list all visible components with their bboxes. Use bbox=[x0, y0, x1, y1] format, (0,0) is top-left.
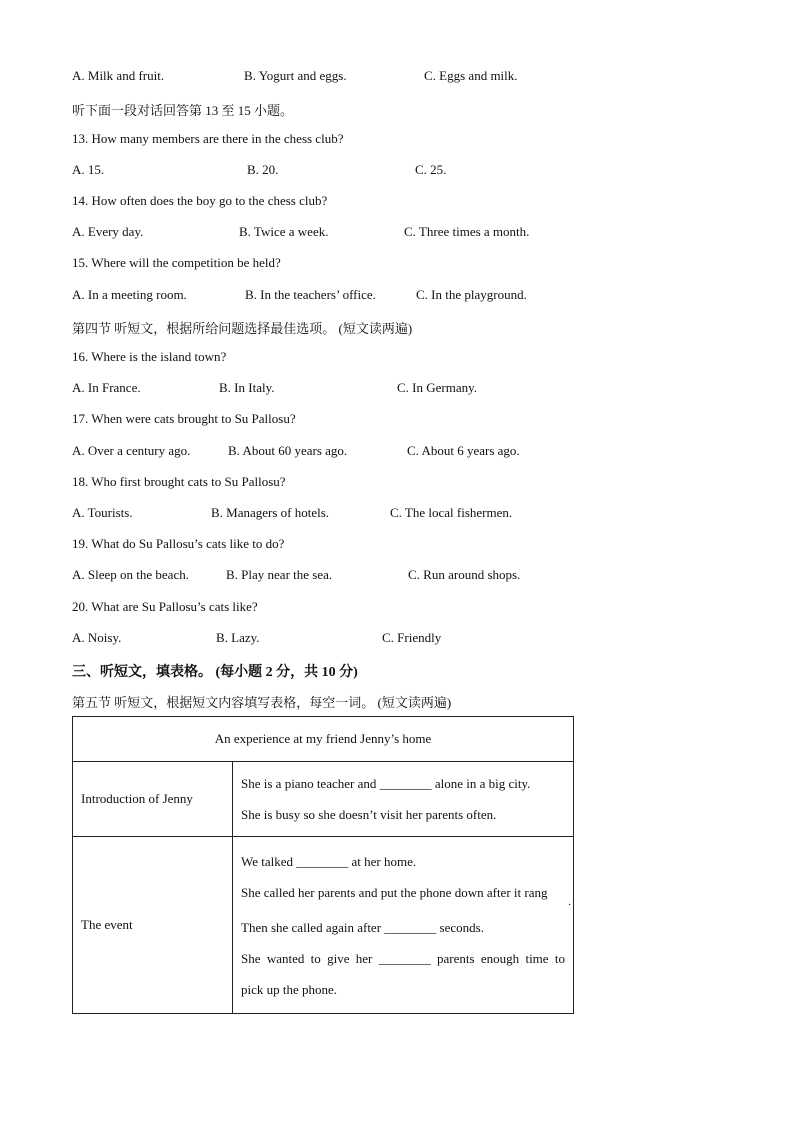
q17-question: 17. When were cats brought to Su Pallosu? bbox=[72, 411, 296, 426]
section3-intro: 听下面一段对话回答第 13 至 15 小题。 bbox=[72, 103, 294, 118]
q16-option-c: C. In Germany. bbox=[397, 380, 478, 395]
q13-option-b: B. 20. bbox=[247, 162, 279, 177]
q20-option-b: B. Lazy. bbox=[216, 630, 260, 645]
event-line-2-text: She called her parents and put the phone down after it rang bbox=[241, 884, 548, 900]
q12-option-c: C. Eggs and milk. bbox=[424, 68, 518, 83]
q20-option-a: A. Noisy. bbox=[72, 630, 122, 645]
q13-option-a: A. 15. bbox=[72, 162, 105, 177]
intro-label: Introduction of Jenny bbox=[73, 762, 233, 837]
q15-option-a: A. In a meeting room. bbox=[72, 287, 187, 302]
part3-heading: 三、听短文，填表格。 (每小题 2 分，共 10 分) bbox=[72, 665, 358, 680]
q20-question: 20. What are Su Pallosu’s cats like? bbox=[72, 599, 258, 614]
q14-option-a: A. Every day. bbox=[72, 224, 144, 239]
q12-option-a: A. Milk and fruit. bbox=[72, 68, 165, 83]
intro-line-2: She is busy so she doesn’t visit her parents often. bbox=[241, 807, 497, 822]
q14-question: 14. How often does the boy go to the chess club? bbox=[72, 193, 328, 208]
intro-content bbox=[233, 762, 574, 837]
q12-option-b: B. Yogurt and eggs. bbox=[244, 68, 347, 83]
event-line-5: pick up the phone. bbox=[241, 981, 338, 997]
section5-title: 第五节 听短文，根据短文内容填写表格，每空一词。 (短文读两遍) bbox=[72, 695, 452, 710]
q17-option-a: A. Over a century ago. bbox=[72, 443, 191, 458]
q18-option-a: A. Tourists. bbox=[72, 505, 133, 520]
event-label: The event bbox=[73, 837, 233, 1014]
q17-option-c: C. About 6 years ago. bbox=[407, 443, 520, 458]
event-content bbox=[233, 837, 574, 1014]
fill-in-table bbox=[72, 716, 574, 1014]
q15-option-b: B. In the teachers’ office. bbox=[245, 287, 376, 302]
q16-option-b: B. In Italy. bbox=[219, 380, 275, 395]
q17-option-b: B. About 60 years ago. bbox=[228, 443, 348, 458]
q19-question: 19. What do Su Pallosu’s cats like to do? bbox=[72, 536, 285, 551]
q19-option-b: B. Play near the sea. bbox=[226, 567, 333, 582]
q19-option-c: C. Run around shops. bbox=[408, 567, 521, 582]
event-line-2 bbox=[241, 877, 571, 908]
q18-question: 18. Who first brought cats to Su Pallosu? bbox=[72, 474, 286, 489]
q16-option-a: A. In France. bbox=[72, 380, 141, 395]
q18-option-b: B. Managers of hotels. bbox=[211, 505, 330, 520]
q19-option-a: A. Sleep on the beach. bbox=[72, 567, 189, 582]
section4-title: 第四节 听短文，根据所给问题选择最佳选项。 (短文读两遍) bbox=[72, 321, 413, 336]
intro-line-1: She is a piano teacher and ________ alone in a big city. bbox=[241, 776, 531, 791]
q14-option-b: B. Twice a week. bbox=[239, 224, 329, 239]
q16-question: 16. Where is the island town? bbox=[72, 349, 227, 364]
q20-option-c: C. Friendly bbox=[382, 630, 442, 645]
q15-option-c: C. In the playground. bbox=[416, 287, 527, 302]
table-caption: An experience at my friend Jenny’s home bbox=[73, 717, 574, 762]
event-line-3: Then she called again after ________ seconds. bbox=[241, 919, 484, 935]
q13-question: 13. How many members are there in the chess club? bbox=[72, 131, 344, 146]
event-line-2-period: . bbox=[568, 895, 571, 908]
q18-option-c: C. The local fishermen. bbox=[390, 505, 513, 520]
q15-question: 15. Where will the competition be held? bbox=[72, 255, 281, 270]
q13-option-c: C. 25. bbox=[415, 162, 447, 177]
q14-option-c: C. Three times a month. bbox=[404, 224, 530, 239]
event-line-1: We talked ________ at her home. bbox=[241, 853, 417, 869]
event-line-4: She wanted to give her ________ parents enough time to bbox=[241, 950, 565, 966]
